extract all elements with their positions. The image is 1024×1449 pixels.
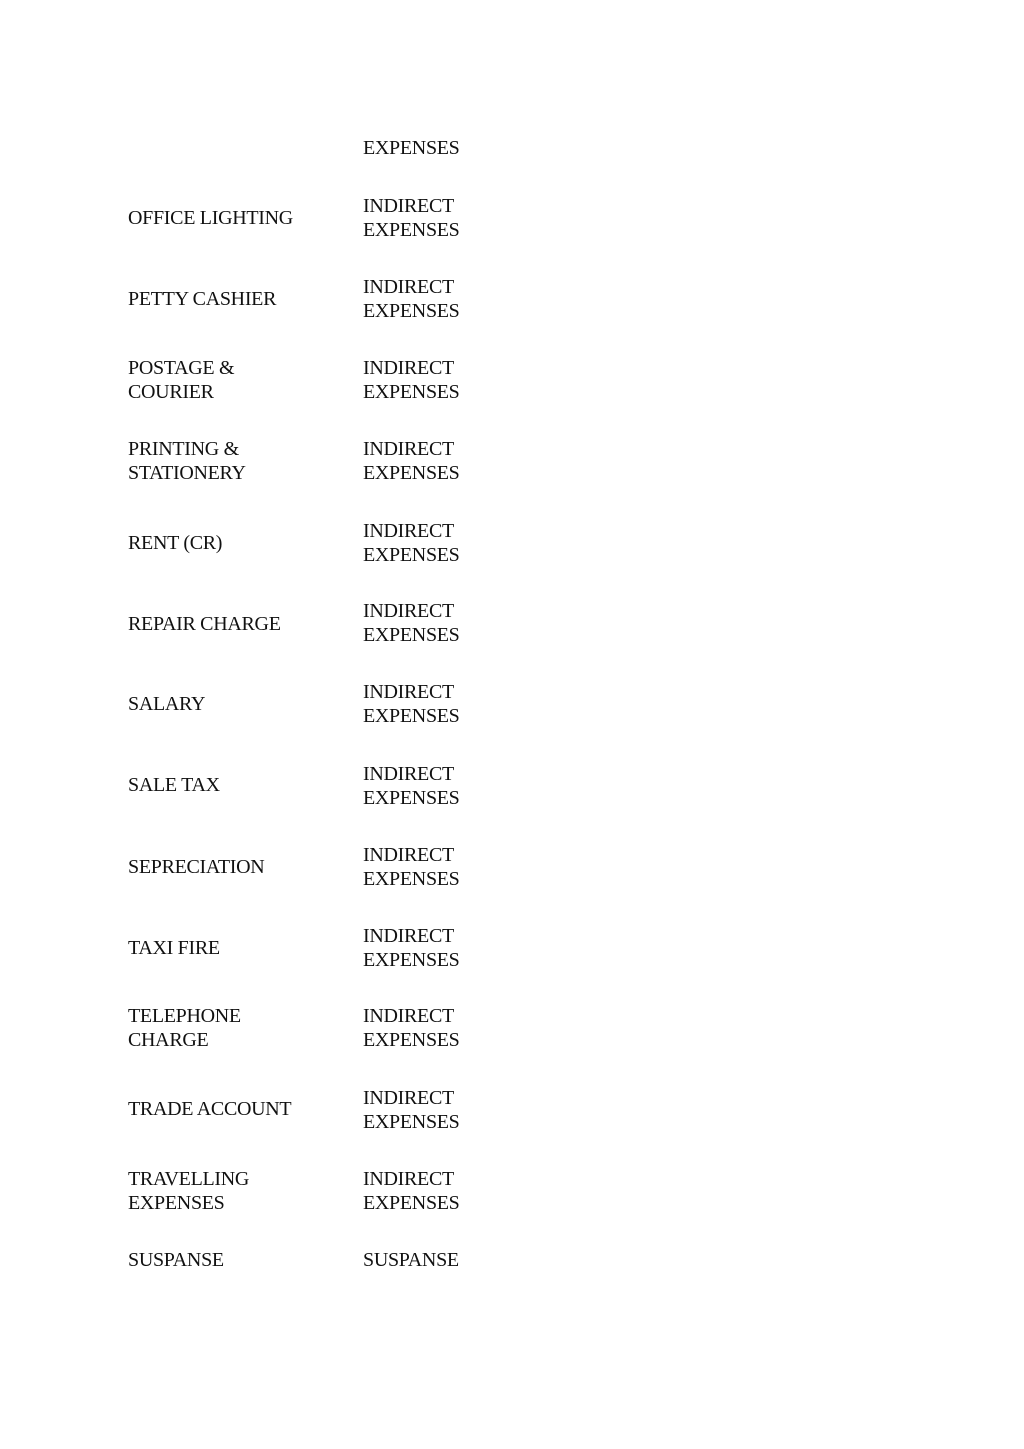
account-name-cell: SALARY	[128, 693, 206, 715]
account-name-cell: TAXI FIRE	[128, 937, 220, 959]
account-name-cell: PETTY CASHIER	[128, 288, 277, 310]
account-name-cell: RENT (CR)	[128, 532, 223, 554]
group-cell: INDIRECT EXPENSES	[363, 763, 460, 809]
group-cell: SUSPANSE	[363, 1249, 459, 1271]
account-name-cell: PRINTING & STATIONERY	[128, 438, 246, 484]
group-cell: INDIRECT EXPENSES	[363, 357, 460, 403]
group-cell: INDIRECT EXPENSES	[363, 276, 460, 322]
account-name-cell: SEPRECIATION	[128, 856, 265, 878]
group-cell: EXPENSES	[363, 137, 460, 159]
group-cell: INDIRECT EXPENSES	[363, 1168, 460, 1214]
group-cell: INDIRECT EXPENSES	[363, 681, 460, 727]
account-name-cell: TELEPHONE CHARGE	[128, 1005, 241, 1051]
group-cell: INDIRECT EXPENSES	[363, 520, 460, 566]
group-cell: INDIRECT EXPENSES	[363, 438, 460, 484]
account-name-cell: POSTAGE & COURIER	[128, 357, 235, 403]
group-cell: INDIRECT EXPENSES	[363, 844, 460, 890]
account-name-cell: TRADE ACCOUNT	[128, 1098, 292, 1120]
group-cell: INDIRECT EXPENSES	[363, 1005, 460, 1051]
account-name-cell: SALE TAX	[128, 774, 220, 796]
group-cell: INDIRECT EXPENSES	[363, 600, 460, 646]
group-cell: INDIRECT EXPENSES	[363, 195, 460, 241]
account-name-cell: OFFICE LIGHTING	[128, 207, 293, 229]
account-name-cell: SUSPANSE	[128, 1249, 224, 1271]
account-name-cell: REPAIR CHARGE	[128, 613, 281, 635]
group-cell: INDIRECT EXPENSES	[363, 1087, 460, 1133]
account-name-cell: TRAVELLING EXPENSES	[128, 1168, 250, 1214]
group-cell: INDIRECT EXPENSES	[363, 925, 460, 971]
